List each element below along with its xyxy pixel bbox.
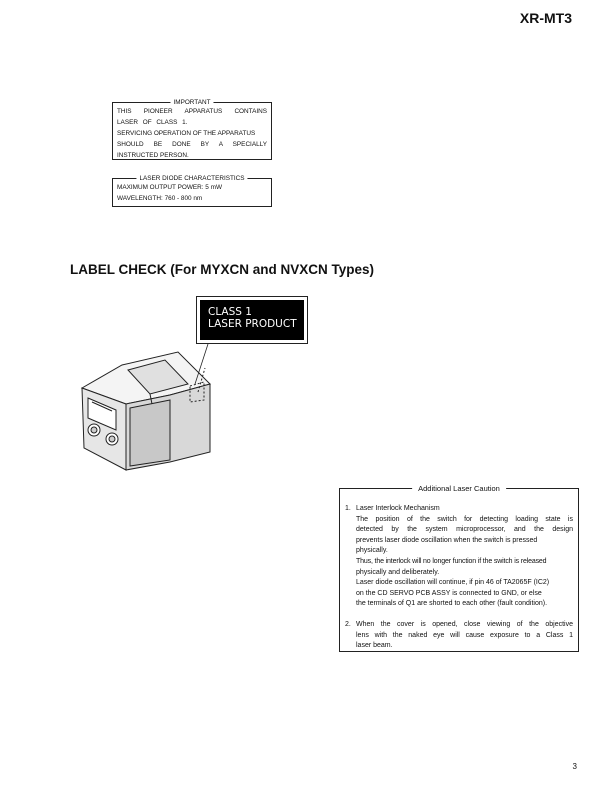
class-label-line: CLASS 1 xyxy=(208,306,252,318)
class-label-inner xyxy=(200,300,304,340)
caution-item xyxy=(345,620,573,652)
caution-item-number: 1. xyxy=(345,505,351,512)
caution-line: Laser Interlock Mechanism xyxy=(356,505,440,512)
caution-line: physically. xyxy=(356,547,388,555)
caution-line: laser beam. xyxy=(356,642,393,650)
laser-diode-line: WAVELENGTH: 760 - 800 nm xyxy=(117,195,203,202)
important-line: THIS PIONEER APPARATUS CONTAINS xyxy=(117,108,267,115)
laser-diode-characteristics-box xyxy=(112,175,272,207)
caution-line: physically and deliberately. xyxy=(356,568,440,576)
important-title: IMPORTANT xyxy=(170,97,213,108)
caution-line: Laser diode oscillation will continue, if pin 46 of TA2065F (IC2) xyxy=(356,579,550,587)
additional-laser-caution-box xyxy=(339,484,579,652)
page-number: 3 xyxy=(572,762,577,771)
label-check-heading: LABEL CHECK (For MYXCN and NVXCN Types) xyxy=(70,262,375,277)
caution-item xyxy=(345,504,573,610)
caution-line: The position of the switch for detecting loading state is xyxy=(356,515,573,523)
caution-line: lens with the naked eye will cause exposure to a Class 1 xyxy=(356,631,573,639)
important-line: SERVICING OPERATION OF THE APPARATUS xyxy=(117,130,256,137)
important-notice-box xyxy=(112,99,272,160)
caution-item-body xyxy=(356,620,573,652)
laser-diode-title: LASER DIODE CHARACTERISTICS xyxy=(136,173,247,184)
caution-line: When the cover is opened, close viewing of the objective xyxy=(356,620,573,628)
caution-line: the terminals of Q1 are shorted to each other (fault condition). xyxy=(356,600,548,608)
important-line: INSTRUCTED PERSON. xyxy=(117,152,189,159)
caution-line: detected by the system microprocessor, and the design xyxy=(356,526,573,534)
class-1-laser-label xyxy=(196,296,308,344)
important-line: SHOULD BE DONE BY A SPECIALLY xyxy=(117,141,267,148)
caution-line: on the CD SERVO PCB ASSY is connected to GND, or else xyxy=(356,589,542,597)
caution-item-number: 2. xyxy=(345,620,351,628)
laser-diode-line: MAXIMUM OUTPUT POWER: 5 mW xyxy=(117,184,222,191)
device-illustration xyxy=(80,340,220,475)
model-name: XR-MT3 xyxy=(519,10,572,26)
class-label-line: LASER PRODUCT xyxy=(208,318,297,330)
caution-item-body xyxy=(356,504,573,610)
caution-line: Thus, the interlock will no longer function if the switch is released xyxy=(356,557,547,565)
important-line: LASER OF CLASS 1. xyxy=(117,119,188,126)
caution-line: prevents laser diode oscillation when the switch is pressed xyxy=(356,536,538,544)
caution-title: Additional Laser Caution xyxy=(412,483,506,494)
